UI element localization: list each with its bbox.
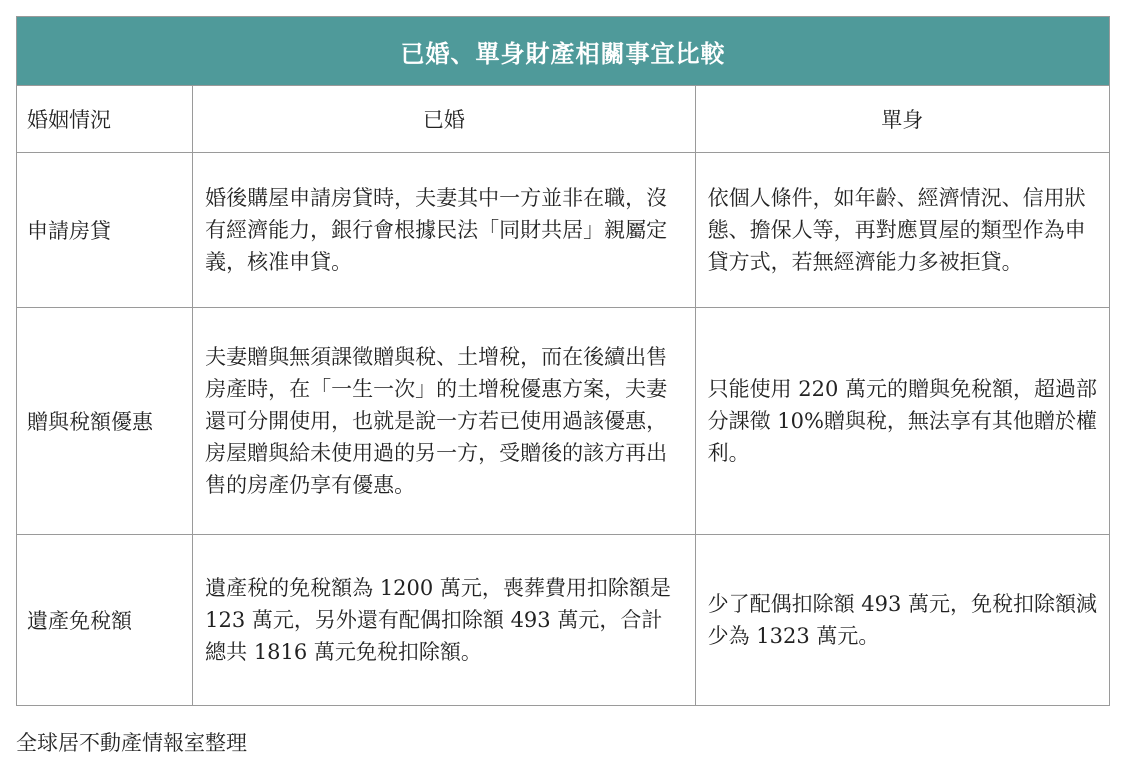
single-cell: 依個人條件，如年齡、經濟情況、信用狀態、擔保人等，再對應買屋的類型作為申貸方式，若無經濟能力多被拒貸。	[695, 153, 1109, 308]
row-label: 遺產免稅額	[17, 535, 193, 706]
single-cell: 只能使用 220 萬元的贈與免稅額，超過部分課徵 10%贈與稅，無法享有其他贈於權利。	[695, 308, 1109, 535]
comparison-table	[16, 16, 1110, 706]
header-row	[17, 86, 1110, 153]
single-cell: 少了配偶扣除額 493 萬元，免稅扣除額減少為 1323 萬元。	[695, 535, 1109, 706]
title-row	[17, 17, 1110, 86]
married-cell: 遺產稅的免稅額為 1200 萬元，喪葬費用扣除額是 123 萬元，另外還有配偶扣除額 493 萬元，合計總共 1816 萬元免稅扣除額。	[193, 535, 695, 706]
row-label: 贈與稅額優惠	[17, 308, 193, 535]
married-cell: 夫妻贈與無須課徵贈與稅、土增稅，而在後續出售房產時，在「一生一次」的土增稅優惠方案，夫妻還可分開使用，也就是說一方若已使用過該優惠，房屋贈與給未使用過的另一方，受贈後的該方再出售的房產仍享有優惠。	[193, 308, 695, 535]
table-row	[17, 535, 1110, 706]
table-title: 已婚、單身財產相關事宜比較	[17, 17, 1110, 86]
married-cell: 婚後購屋申請房貸時，夫妻其中一方並非在職，沒有經濟能力，銀行會根據民法「同財共居」親屬定義，核准申貸。	[193, 153, 695, 308]
header-status: 婚姻情況	[17, 86, 193, 153]
header-married: 已婚	[193, 86, 695, 153]
table-row	[17, 308, 1110, 535]
row-label: 申請房貸	[17, 153, 193, 308]
table-row	[17, 153, 1110, 308]
header-single: 單身	[695, 86, 1109, 153]
source-note: 全球居不動產情報室整理	[16, 731, 247, 755]
comparison-table-wrapper	[16, 16, 1110, 706]
